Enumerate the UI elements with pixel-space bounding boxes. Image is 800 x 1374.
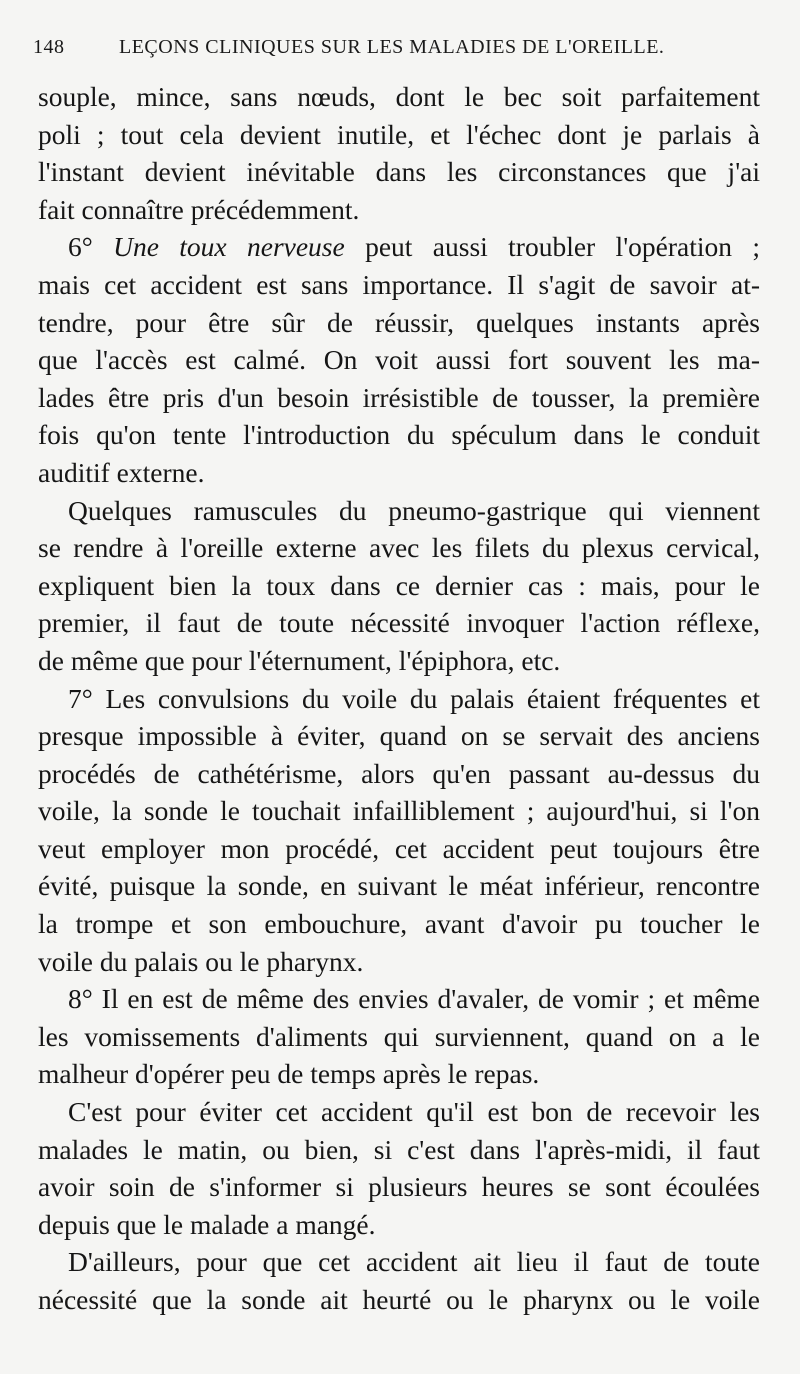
- text-line: C'est pour éviter cet accident qu'il est bon de recevoir les: [68, 1096, 760, 1128]
- page-number: 148: [33, 36, 65, 58]
- paragraph-cest: [38, 1093, 760, 1243]
- paragraph-dailleurs: [38, 1243, 760, 1318]
- text-line: premier, il faut de toute nécessité invoquer l'action réflexe,: [38, 607, 760, 639]
- text-line: voile du palais ou le pharynx.: [38, 945, 364, 977]
- text-line: poli ; tout cela devient inutile, et l'échec dont je parlais à: [38, 118, 760, 150]
- italic-term: Une toux nerveuse: [113, 231, 345, 263]
- item-number: 6°: [68, 231, 93, 263]
- text-line: depuis que le malade a mangé.: [38, 1208, 376, 1240]
- text-line: expliquent bien la toux dans ce dernier cas : mais, pour le: [38, 569, 760, 601]
- text-line: presque impossible à éviter, quand on se servait des anciens: [38, 720, 760, 752]
- body-text: [38, 78, 760, 1319]
- text-line: 7° Les convulsions du voile du palais étaient fréquentes et: [68, 682, 760, 714]
- text-line: fait connaître précédemment.: [38, 193, 360, 225]
- text-line: de même que pour l'éternument, l'épiphora, etc.: [38, 644, 561, 676]
- text-line: veut employer mon procédé, cet accident peut toujours être: [38, 832, 760, 864]
- text-line: malheur d'opérer peu de temps après le repas.: [38, 1058, 540, 1090]
- text-line: procédés de cathétérisme, alors qu'en passant au-dessus du: [38, 757, 760, 789]
- paragraph-6: [38, 228, 760, 491]
- paragraph-7: [38, 680, 760, 981]
- text-line: que l'accès est calmé. On voit aussi fort souvent les ma-: [38, 344, 760, 376]
- text-line: évité, puisque la sonde, en suivant le méat inférieur, rencontre: [38, 870, 760, 902]
- text-line: [38, 228, 760, 266]
- text-line: malades le matin, ou bien, si c'est dans l'après-midi, il faut: [38, 1133, 760, 1165]
- text-line: mais cet accident est sans importance. Il s'agit de savoir at-: [38, 268, 760, 300]
- text-line: tendre, pour être sûr de réussir, quelques instants après: [38, 306, 760, 338]
- text-line: nécessité que la sonde ait heurté ou le pharynx ou le voile: [38, 1284, 760, 1315]
- text-line: l'instant devient inévitable dans les circonstances que j'ai: [38, 156, 760, 188]
- text-line: la trompe et son embouchure, avant d'avoir pu toucher le: [38, 908, 760, 940]
- paragraph-quelques: [38, 492, 760, 680]
- paragraph-continuation: [38, 78, 760, 228]
- text-line: lades être pris d'un besoin irrésistible de tousser, la première: [38, 381, 760, 413]
- running-head: [33, 36, 753, 59]
- text-line: les vomissements d'aliments qui surviennent, quand on a le: [38, 1020, 760, 1052]
- text-line: souple, mince, sans nœuds, dont le bec soit parfaitement: [38, 81, 760, 112]
- text-line: fois qu'on tente l'introduction du spéculum dans le conduit: [38, 419, 760, 451]
- text-line: voile, la sonde le touchait infailliblement ; aujourd'hui, si l'on: [38, 795, 760, 827]
- text-line: 8° Il en est de même des envies d'avaler, de vomir ; et même: [68, 983, 760, 1015]
- text-line: se rendre à l'oreille externe avec les filets du plexus cervical,: [38, 532, 760, 564]
- text-line: D'ailleurs, pour que cet accident ait lieu il faut de toute: [68, 1246, 760, 1278]
- running-title: LEÇONS CLINIQUES SUR LES MALADIES DE L'OREILLE.: [119, 36, 665, 58]
- paragraph-8: [38, 980, 760, 1093]
- line-text: peut aussi troubler l'opération ;: [365, 231, 760, 263]
- text-line: Quelques ramuscules du pneumo-gastrique qui viennent: [68, 494, 760, 526]
- text-line: avoir soin de s'informer si plusieurs heures se sont écoulées: [38, 1171, 760, 1203]
- text-line: auditif externe.: [38, 456, 205, 488]
